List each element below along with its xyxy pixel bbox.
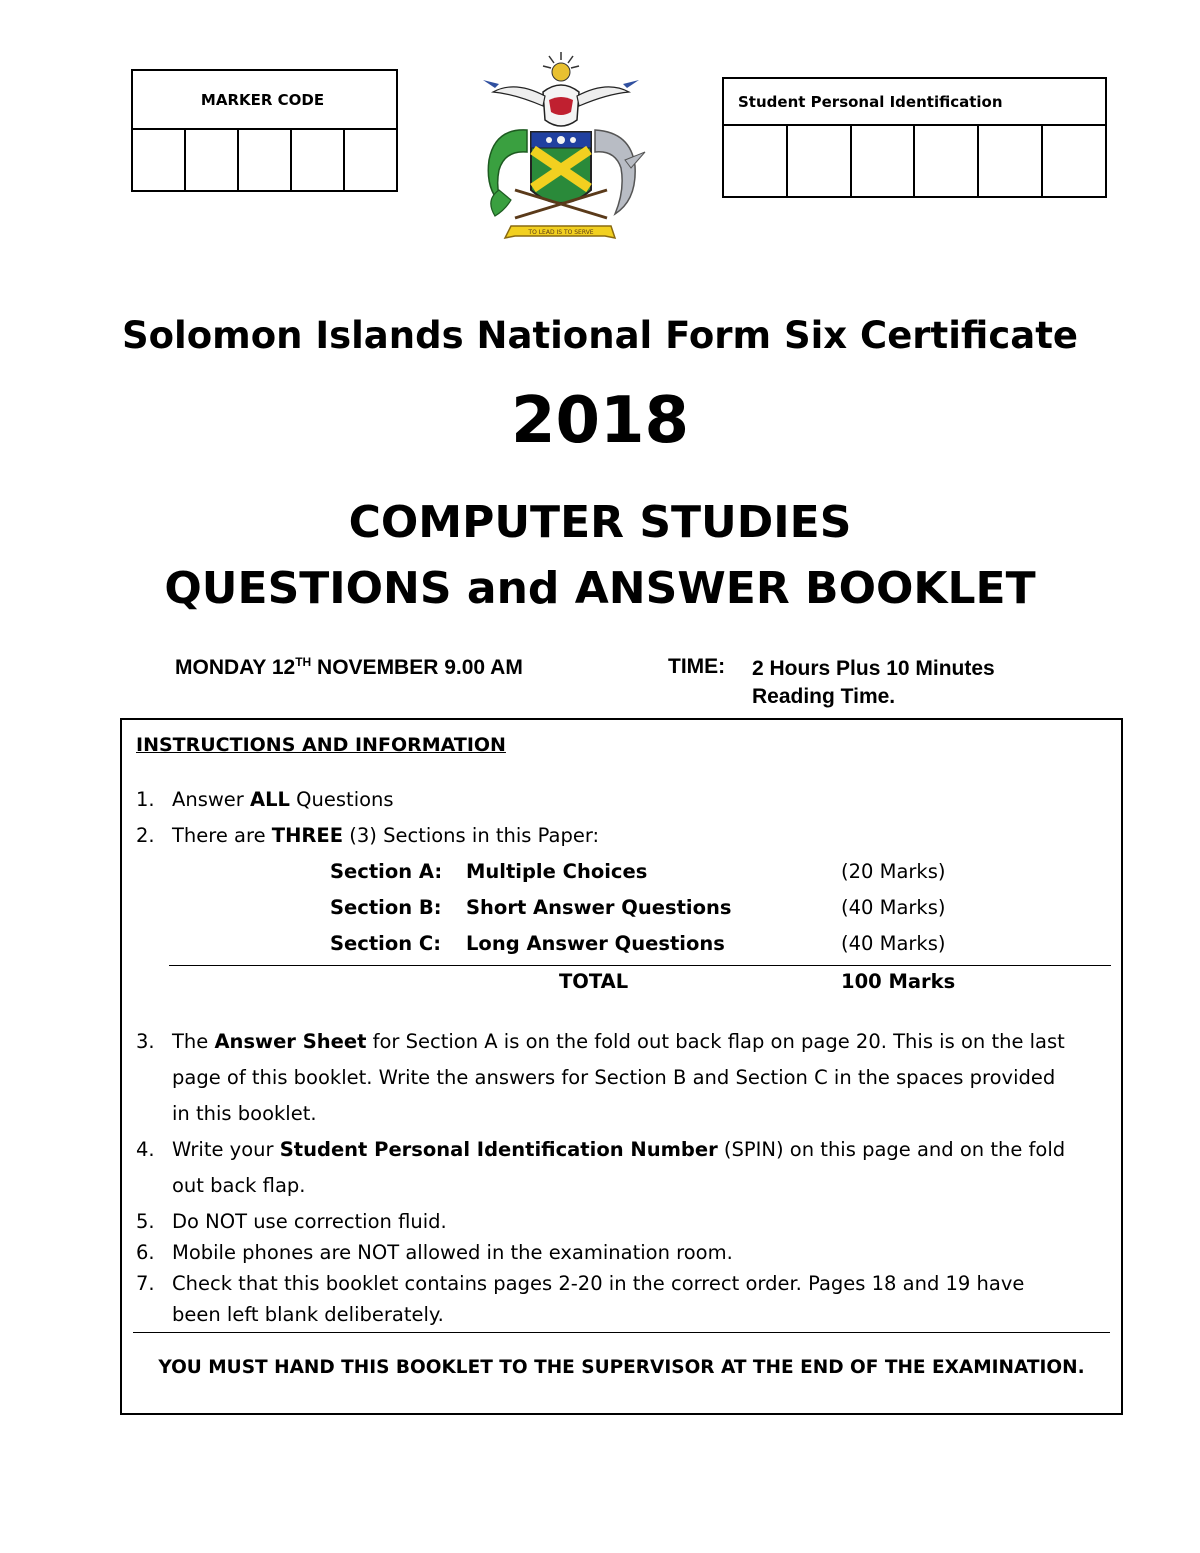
total-label: TOTAL bbox=[559, 970, 629, 993]
instruction-1: Answer ALL Questions bbox=[172, 788, 394, 811]
instruction-number: 4. bbox=[136, 1138, 155, 1161]
instruction-number: 2. bbox=[136, 824, 155, 847]
instruction-2: There are THREE (3) Sections in this Paper: bbox=[172, 824, 600, 847]
student-id-cell[interactable] bbox=[979, 126, 1043, 196]
section-name: Short Answer Questions bbox=[466, 896, 732, 919]
instruction-number: 7. bbox=[136, 1272, 155, 1295]
instruction-6: Mobile phones are NOT allowed in the examination room. bbox=[172, 1241, 733, 1264]
section-name: Long Answer Questions bbox=[466, 932, 725, 955]
student-id-cell[interactable] bbox=[1043, 126, 1105, 196]
marker-code-cell[interactable] bbox=[239, 130, 292, 190]
student-id-cell[interactable] bbox=[915, 126, 979, 196]
student-id-cells bbox=[724, 126, 1105, 196]
instruction-number: 6. bbox=[136, 1241, 155, 1264]
student-id-cell[interactable] bbox=[788, 126, 852, 196]
instruction-7-line-2: been left blank deliberately. bbox=[172, 1303, 444, 1326]
booklet-title: QUESTIONS and ANSWER BOOKLET bbox=[164, 563, 1036, 614]
instruction-5: Do NOT use correction fluid. bbox=[172, 1210, 447, 1233]
instruction-3-line-3: in this booklet. bbox=[172, 1102, 317, 1125]
instruction-7-line-1: Check that this booklet contains pages 2-20 in the correct order. Pages 18 and 19 have bbox=[172, 1272, 1025, 1295]
total-marks: 100 Marks bbox=[841, 970, 956, 993]
instruction-number: 1. bbox=[136, 788, 155, 811]
section-label: Section A: bbox=[330, 860, 443, 883]
marker-code-cell[interactable] bbox=[292, 130, 345, 190]
certificate-title: Solomon Islands National Form Six Certificate bbox=[121, 314, 1079, 357]
marker-code-label: MARKER CODE bbox=[133, 71, 396, 130]
sun-crest-icon bbox=[543, 52, 579, 81]
exam-date-ordinal: TH bbox=[295, 655, 312, 669]
section-name: Multiple Choices bbox=[466, 860, 648, 883]
total-divider bbox=[169, 965, 1111, 966]
student-id-cell[interactable] bbox=[852, 126, 916, 196]
student-id-box bbox=[722, 77, 1107, 198]
student-id-cell[interactable] bbox=[724, 126, 788, 196]
time-value bbox=[752, 655, 995, 711]
instruction-number: 5. bbox=[136, 1210, 155, 1233]
marker-code-cells bbox=[133, 130, 396, 190]
section-label: Section B: bbox=[330, 896, 442, 919]
instruction-3-line-2: page of this booklet. Write the answers for Section B and Section C in the spaces provided bbox=[172, 1066, 1056, 1089]
hand-in-notice: YOU MUST HAND THIS BOOKLET TO THE SUPERVISOR AT THE END OF THE EXAMINATION. bbox=[158, 1357, 1085, 1378]
section-marks: (40 Marks) bbox=[841, 896, 946, 919]
instruction-4-line-1: Write your Student Personal Identification Number (SPIN) on this page and on the fold bbox=[172, 1138, 1066, 1161]
instruction-number: 3. bbox=[136, 1030, 155, 1053]
marker-code-cell[interactable] bbox=[345, 130, 396, 190]
instruction-4-line-2: out back flap. bbox=[172, 1174, 306, 1197]
marker-code-box bbox=[131, 69, 398, 192]
exam-year: 2018 bbox=[510, 384, 690, 458]
coat-of-arms-emblem bbox=[455, 40, 665, 255]
motto-text: TO LEAD IS TO SERVE bbox=[528, 229, 594, 236]
section-marks: (40 Marks) bbox=[841, 932, 946, 955]
exam-date-prefix: MONDAY 12 bbox=[175, 656, 296, 679]
section-label: Section C: bbox=[330, 932, 442, 955]
marker-code-cell[interactable] bbox=[186, 130, 239, 190]
footer-divider bbox=[133, 1332, 1110, 1333]
time-line-1: 2 Hours Plus 10 Minutes bbox=[752, 657, 995, 680]
instructions-heading: INSTRUCTIONS AND INFORMATION bbox=[136, 734, 506, 756]
instructions-box bbox=[120, 718, 1123, 1415]
time-line-2: Reading Time. bbox=[752, 685, 896, 708]
section-marks: (20 Marks) bbox=[841, 860, 946, 883]
time-label: TIME: bbox=[668, 655, 726, 678]
student-id-label: Student Personal Identification bbox=[724, 79, 1105, 126]
exam-date-suffix: NOVEMBER 9.00 AM bbox=[311, 656, 523, 679]
exam-date bbox=[175, 655, 523, 680]
subject-title: COMPUTER STUDIES bbox=[348, 497, 852, 548]
instruction-3-line-1: The Answer Sheet for Section A is on the fold out back flap on page 20. This is on the last bbox=[172, 1030, 1065, 1053]
marker-code-cell[interactable] bbox=[133, 130, 186, 190]
